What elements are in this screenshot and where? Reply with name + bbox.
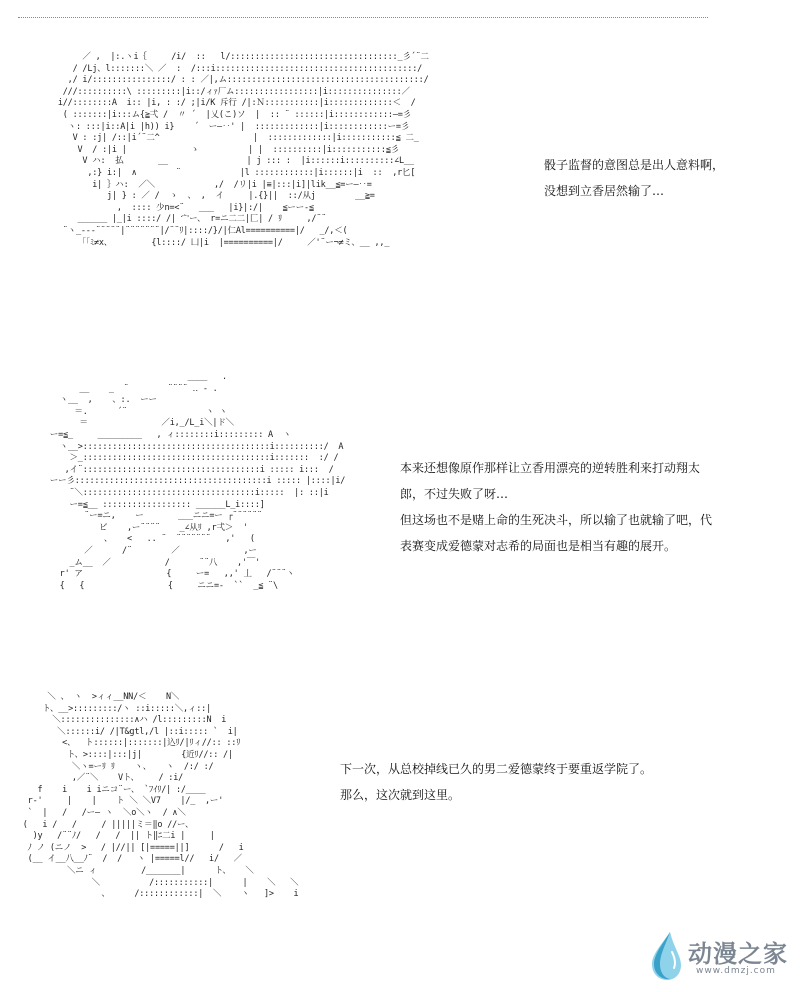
caption-2-line-2: 郎，不过失败了呀… bbox=[400, 487, 509, 501]
watermark-url: www.dmzj.com bbox=[696, 966, 776, 976]
caption-2-line-1: 本来还想像原作那样让立香用漂亮的逆转胜利来打动翔太 bbox=[400, 461, 701, 475]
caption-1-line-1: 骰子监督的意图总是出人意料啊， bbox=[544, 158, 725, 172]
caption-3-line-2: 那么，这次就到这里。 bbox=[340, 788, 461, 802]
caption-2 bbox=[400, 455, 712, 559]
caption-1 bbox=[544, 152, 724, 204]
ascii-art-3: ＼ 、 ヽ >ィィ__NN/＜ N＼ ト、__>:::::::::/ヽ ::i:::::＼,ィ::| ＼:::::::::::::::∧ハ /l:::::::::N i ＼::::::i/ /|T&gtl,/l |::i::::: ` i| <、 ト::::::|:::::::|込ﾘ/|ﾘィ//:: ::ﾘ ト、>::::|:::|j| {近ﾘ//:: /| ＼ヽ=ーﾘ ﾘ ヽ、 ヽ /:/ :/ ,／¨＼ Vト、 / :i/ f i i iニコ¨ー、 `ﾌｲﾘ/| :/____ r-' | | ト ＼ ＼V7 |/_ ,ー' ` | / /ー― ヽ ＼o＼ヽ / ∧＼ ( i / / / |||||ミ＝‖o //ー、 )y /¨¨ﾉ/ / / || ト‖ﾆ二i | | ﾉ ノ (ニノ > / |//|| [|=====||] / i (__ イ__八__ﾉ¨ / / ヽ |=====l// i/ ／ ＼ニ ィ /_______| ト、 ＼ ＼ /:::::::::::| | ＼ ＼ 、 /::::::::::::| ＼ ヽ ]> i bbox=[22, 692, 299, 900]
ascii-art-1: ／ , |:.ヽi｛ /i/ :: l/::::::::::::::::::::::::::::::::::_彡´¨二 / /Lj、l:::::::＼ ／ : /:::i:::::::::::::::::::::::::::::::::::::::::/ ,/ i/::::::::::::::::/ : : ／|,ム::::::::::::::::::::::::::::::::::::::::/ ///::::::::::\ :::::::::|i::/ィｧ厂ム:::::::::::::::::|i:::::::::::::::／ i//::::::::A i:: |i, : :/ ;|i/K 斥行 /|:Ｎ:::::::::::|i:::::::::::::＜ / ( :::::::|i:::ム{≧弌 / 〃 ´ |乂(こ)ソ | :: ¨ ::::::|i::::::::::::―=彡 ヽ: :::|i::A|i |h)) i} ´ ー―‥' | :::::::::::::|i::::::::::::ー=彡 V : :j| /::|i´¨二^ | :::::::::::::|i:::::::::::≦ 二_ V / :|i | ゝ | | ::::::::::|i:::::::::::≦彡 V ハ: 払 __ | j ::: : |i::::::i::::::::::∠L__ ,:} i:| ∧ ¨ |l ::::::::::::|i::::::|i :: ,r匕[ i| ｝ハ: ／＼ ,/ /リ|i |≡|:::|i]|lik__≦=ー―‥= j| } : ／ / ゝ 、 , イ |.{}|| ::/从j __≧= , :::: 少n=<¨ ___ |i}|:/| ≦ーー‐≦ ______ |_|i ::::/ /| 宀ー、 r=ニ二二|匚| / ﾘ ,/¨¨ ¨ヽ_‐‐‐¨¨¨¨¨|¨¨¨¨¨¨¨|/¨¨ﾘ|::::/}/|仁Al==========|/ _/,＜( 「「ﾐ≠x、 {l::::/ 凵|i |==========|/ ／'¨ー¬≠ミ、__ ,,_ bbox=[57, 52, 429, 248]
site-watermark bbox=[648, 928, 788, 986]
caption-3 bbox=[340, 756, 652, 808]
panel-2 bbox=[0, 340, 800, 670]
caption-2-line-3: 但这场也不是赌上命的生死决斗，所以输了也就输了吧，代 bbox=[400, 513, 713, 527]
ascii-art-2: ____ . __ _ ¨ ¨¨¨¨ ‥ - . ヽ__ , 、:. ーー ＝. ´¨ ヽ ヽ ＝ ／i,_/L_i＼|ド＼ ー=≦_ _________ , ィ::::::::i::::::::: A ヽ ヽ__>::::::::::::::::::::::::::::::::::::::i::::::::::/ A ＞_::::::::::::::::::::::::::::::::::::::i::::::: :/ / ,イ¨::::::::::::::::::::::::::::::::::::i ::::: i::: / ーー彡:::::::::::::::::::::::::::::::::::::::i ::::: |::::|i/ ¨＼:::::::::::::::::::::::::::::::::::i::::: |: ::|i ー=≦__ :::::::::::::::::: ______L_i::::] ¨ー=ニ, ー ___ニニ=ー ┌¨¨¨¨¨¨ ビ ,ー¨¨¨¨ _∠从ﾘ ,r弌＞ ' 、 < .. ¨ ¨¨¨¨¨¨¨ ,' ( ／ /¨ ／ ,ー _ム__ ／ / ¨¨八 ,'￣' r' ア { ー= ,,' 丄 /¨¨¨ヽ { { { ニニ=- `` _≦ ¨\ bbox=[49, 372, 346, 591]
watermark-site-name: 动漫之家 bbox=[688, 940, 788, 968]
caption-1-line-2: 没想到立香居然输了… bbox=[544, 184, 665, 198]
panel-1 bbox=[0, 0, 800, 340]
caption-2-line-4: 表赛变成爱德蒙对志希的局面也是相当有趣的展开。 bbox=[400, 539, 677, 553]
water-drop-logo-icon bbox=[648, 930, 684, 982]
caption-3-line-1: 下一次，从总校掉线已久的男二爱德蒙终于要重返学院了。 bbox=[340, 762, 653, 776]
